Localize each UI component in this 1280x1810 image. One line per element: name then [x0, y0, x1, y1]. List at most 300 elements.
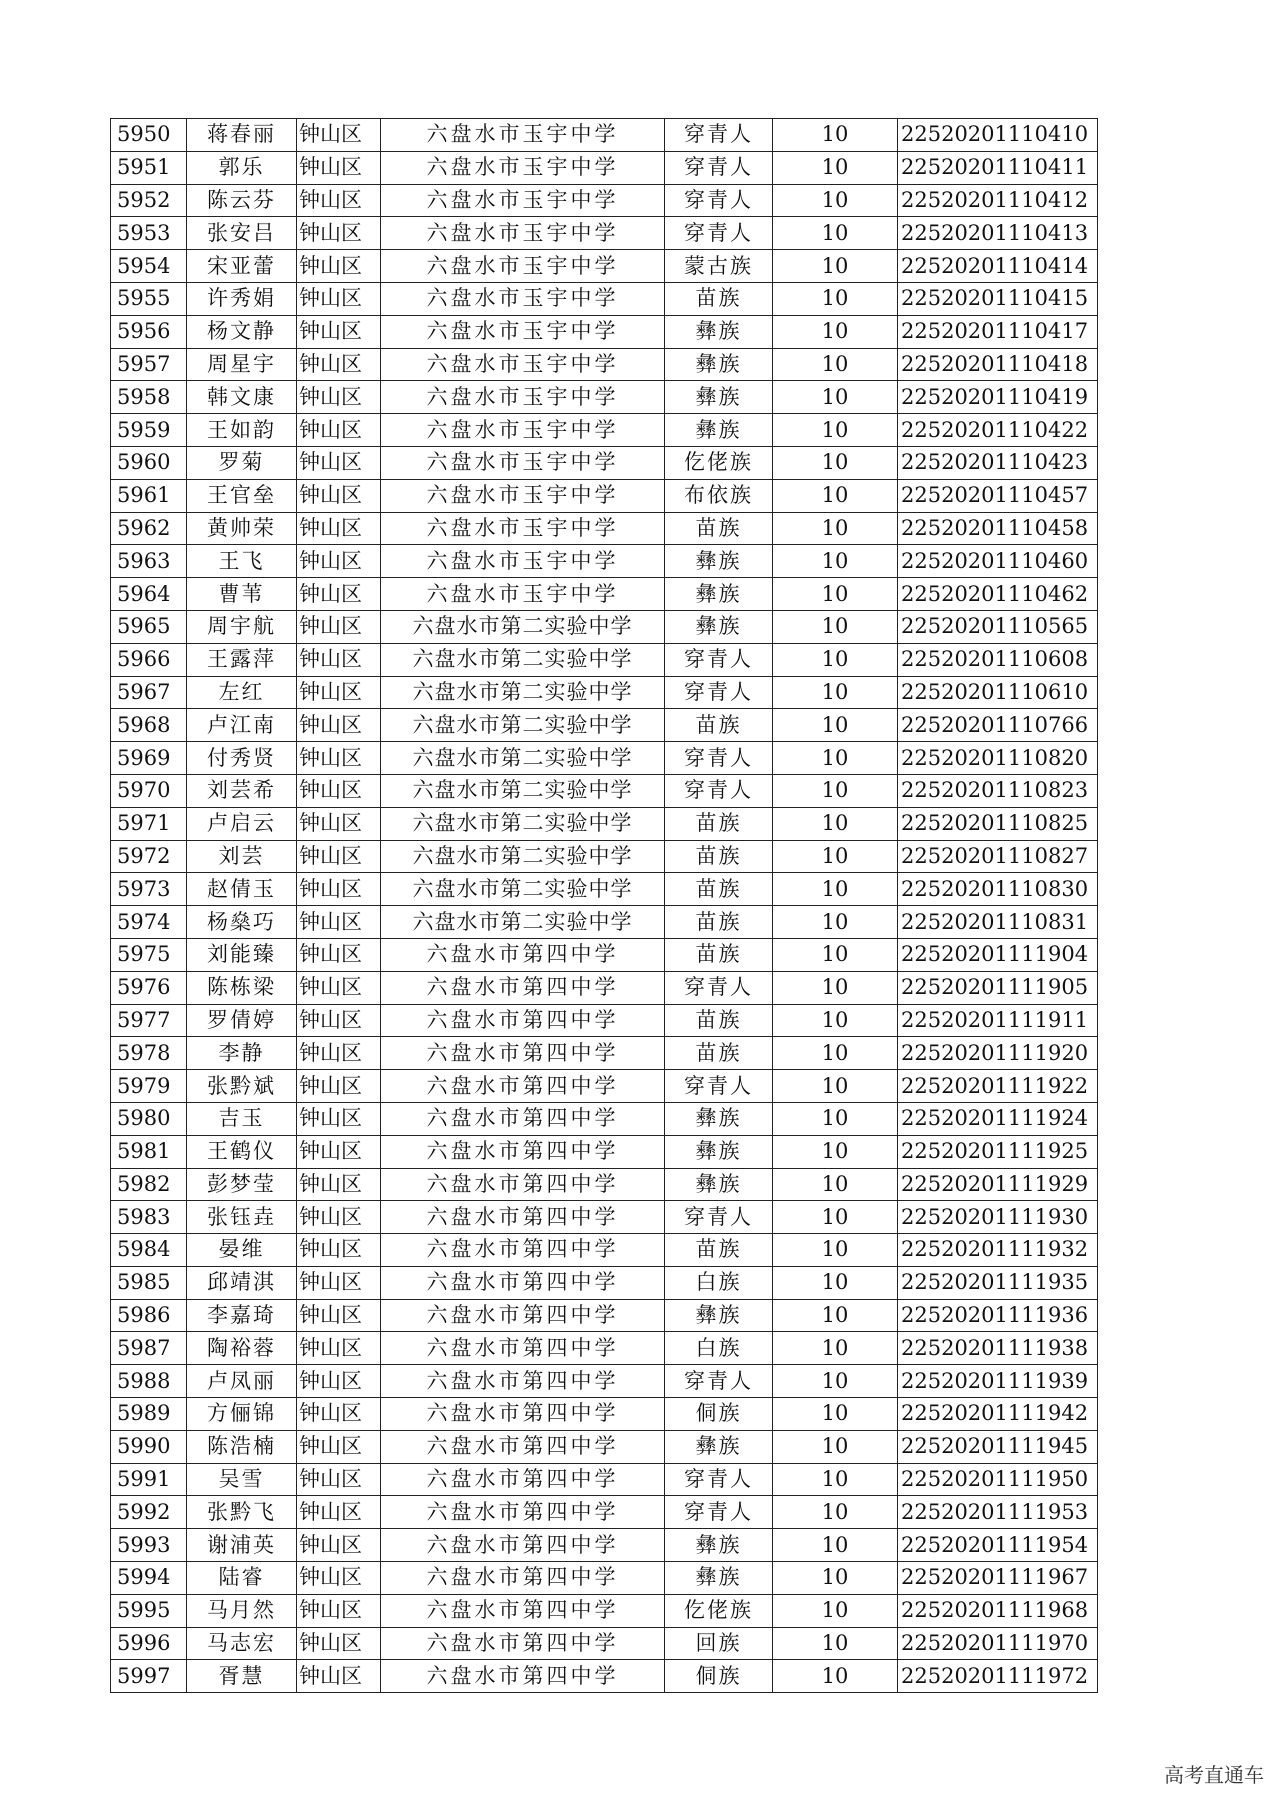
- student-name-cell: 李嘉琦: [187, 1299, 297, 1332]
- student-name-cell: 张安吕: [187, 217, 297, 250]
- school-cell: 六盘水市第二实验中学: [381, 906, 665, 939]
- student-name-cell: 黄帅荣: [187, 512, 297, 545]
- ethnicity-cell: 穿青人: [665, 119, 773, 152]
- district-cell: 钟山区: [297, 742, 381, 775]
- row-number-cell: 5997: [111, 1660, 187, 1693]
- table-row: [111, 578, 1098, 611]
- ethnicity-cell: 侗族: [665, 1660, 773, 1693]
- student-name-cell: 彭梦莹: [187, 1168, 297, 1201]
- bonus-points-cell: 10: [773, 479, 898, 512]
- exam-id-cell: 22520201111939: [898, 1365, 1098, 1398]
- exam-id-cell: 22520201110415: [898, 282, 1098, 315]
- bonus-points-cell: 10: [773, 1594, 898, 1627]
- student-name-cell: 刘芸: [187, 840, 297, 873]
- district-cell: 钟山区: [297, 873, 381, 906]
- ethnicity-cell: 穿青人: [665, 1463, 773, 1496]
- student-name-cell: 周星宇: [187, 348, 297, 381]
- district-cell: 钟山区: [297, 119, 381, 152]
- row-number-cell: 5960: [111, 446, 187, 479]
- student-name-cell: 张钰垚: [187, 1201, 297, 1234]
- exam-id-cell: 22520201111968: [898, 1594, 1098, 1627]
- school-cell: 六盘水市第四中学: [381, 1529, 665, 1562]
- district-cell: 钟山区: [297, 971, 381, 1004]
- ethnicity-cell: 彝族: [665, 1430, 773, 1463]
- district-cell: 钟山区: [297, 414, 381, 447]
- row-number-cell: 5987: [111, 1332, 187, 1365]
- table-row: [111, 1496, 1098, 1529]
- ethnicity-cell: 彝族: [665, 381, 773, 414]
- row-number-cell: 5989: [111, 1398, 187, 1431]
- school-cell: 六盘水市第四中学: [381, 1463, 665, 1496]
- row-number-cell: 5977: [111, 1004, 187, 1037]
- row-number-cell: 5951: [111, 151, 187, 184]
- table-row: [111, 1365, 1098, 1398]
- school-cell: 六盘水市第四中学: [381, 1135, 665, 1168]
- table-row: [111, 1004, 1098, 1037]
- ethnicity-cell: 彝族: [665, 1168, 773, 1201]
- ethnicity-cell: 苗族: [665, 807, 773, 840]
- student-name-cell: 卢启云: [187, 807, 297, 840]
- school-cell: 六盘水市第四中学: [381, 1365, 665, 1398]
- row-number-cell: 5969: [111, 742, 187, 775]
- student-name-cell: 吴雪: [187, 1463, 297, 1496]
- school-cell: 六盘水市第二实验中学: [381, 676, 665, 709]
- table-row: [111, 119, 1098, 152]
- bonus-points-cell: 10: [773, 578, 898, 611]
- district-cell: 钟山区: [297, 1430, 381, 1463]
- bonus-points-cell: 10: [773, 1430, 898, 1463]
- bonus-points-cell: 10: [773, 446, 898, 479]
- exam-id-cell: 22520201110417: [898, 315, 1098, 348]
- school-cell: 六盘水市玉宇中学: [381, 578, 665, 611]
- table-row: [111, 315, 1098, 348]
- exam-id-cell: 22520201110830: [898, 873, 1098, 906]
- school-cell: 六盘水市第四中学: [381, 1037, 665, 1070]
- bonus-points-cell: 10: [773, 1660, 898, 1693]
- ethnicity-cell: 彝族: [665, 610, 773, 643]
- school-cell: 六盘水市第二实验中学: [381, 742, 665, 775]
- student-name-cell: 晏维: [187, 1234, 297, 1267]
- bonus-points-cell: 10: [773, 512, 898, 545]
- school-cell: 六盘水市玉宇中学: [381, 151, 665, 184]
- student-name-cell: 王鹤仪: [187, 1135, 297, 1168]
- student-name-cell: 胥慧: [187, 1660, 297, 1693]
- ethnicity-cell: 彝族: [665, 414, 773, 447]
- table-row: [111, 709, 1098, 742]
- table-row: [111, 774, 1098, 807]
- exam-id-cell: 22520201110827: [898, 840, 1098, 873]
- student-name-cell: 陈浩楠: [187, 1430, 297, 1463]
- row-number-cell: 5982: [111, 1168, 187, 1201]
- bonus-points-cell: 10: [773, 1496, 898, 1529]
- exam-id-cell: 22520201111920: [898, 1037, 1098, 1070]
- table-row: [111, 1037, 1098, 1070]
- ethnicity-cell: 白族: [665, 1332, 773, 1365]
- student-name-cell: 杨燊巧: [187, 906, 297, 939]
- table-row: [111, 1430, 1098, 1463]
- bonus-points-cell: 10: [773, 1102, 898, 1135]
- row-number-cell: 5974: [111, 906, 187, 939]
- ethnicity-cell: 仡佬族: [665, 1594, 773, 1627]
- exam-id-cell: 22520201110820: [898, 742, 1098, 775]
- school-cell: 六盘水市第二实验中学: [381, 807, 665, 840]
- ethnicity-cell: 苗族: [665, 840, 773, 873]
- row-number-cell: 5972: [111, 840, 187, 873]
- school-cell: 六盘水市玉宇中学: [381, 315, 665, 348]
- district-cell: 钟山区: [297, 709, 381, 742]
- district-cell: 钟山区: [297, 1398, 381, 1431]
- exam-id-cell: 22520201111925: [898, 1135, 1098, 1168]
- ethnicity-cell: 穿青人: [665, 774, 773, 807]
- district-cell: 钟山区: [297, 1463, 381, 1496]
- bonus-points-cell: 10: [773, 1037, 898, 1070]
- ethnicity-cell: 布依族: [665, 479, 773, 512]
- exam-id-cell: 22520201111930: [898, 1201, 1098, 1234]
- school-cell: 六盘水市第四中学: [381, 938, 665, 971]
- table-row: [111, 512, 1098, 545]
- student-name-cell: 杨文静: [187, 315, 297, 348]
- table-row: [111, 1332, 1098, 1365]
- row-number-cell: 5979: [111, 1070, 187, 1103]
- bonus-points-cell: 10: [773, 545, 898, 578]
- school-cell: 六盘水市第四中学: [381, 1070, 665, 1103]
- district-cell: 钟山区: [297, 250, 381, 283]
- bonus-points-cell: 10: [773, 1201, 898, 1234]
- school-cell: 六盘水市第四中学: [381, 1234, 665, 1267]
- row-number-cell: 5970: [111, 774, 187, 807]
- exam-id-cell: 22520201111972: [898, 1660, 1098, 1693]
- exam-id-cell: 22520201110608: [898, 643, 1098, 676]
- bonus-points-cell: 10: [773, 840, 898, 873]
- row-number-cell: 5995: [111, 1594, 187, 1627]
- exam-id-cell: 22520201111970: [898, 1627, 1098, 1660]
- ethnicity-cell: 白族: [665, 1266, 773, 1299]
- exam-id-cell: 22520201110823: [898, 774, 1098, 807]
- ethnicity-cell: 彝族: [665, 578, 773, 611]
- table-row: [111, 1201, 1098, 1234]
- table-row: [111, 971, 1098, 1004]
- exam-id-cell: 22520201111953: [898, 1496, 1098, 1529]
- exam-id-cell: 22520201110610: [898, 676, 1098, 709]
- school-cell: 六盘水市第四中学: [381, 1201, 665, 1234]
- row-number-cell: 5986: [111, 1299, 187, 1332]
- table-row: [111, 1070, 1098, 1103]
- exam-id-cell: 22520201110457: [898, 479, 1098, 512]
- table-row: [111, 840, 1098, 873]
- bonus-points-cell: 10: [773, 151, 898, 184]
- row-number-cell: 5996: [111, 1627, 187, 1660]
- row-number-cell: 5964: [111, 578, 187, 611]
- bonus-points-cell: 10: [773, 1135, 898, 1168]
- exam-id-cell: 22520201110412: [898, 184, 1098, 217]
- watermark-text: 高考直通车: [1164, 1763, 1264, 1787]
- district-cell: 钟山区: [297, 774, 381, 807]
- exam-id-cell: 22520201110423: [898, 446, 1098, 479]
- table-row: [111, 217, 1098, 250]
- student-name-cell: 韩文康: [187, 381, 297, 414]
- district-cell: 钟山区: [297, 610, 381, 643]
- school-cell: 六盘水市玉宇中学: [381, 446, 665, 479]
- ethnicity-cell: 彝族: [665, 545, 773, 578]
- bonus-points-cell: 10: [773, 971, 898, 1004]
- ethnicity-cell: 穿青人: [665, 1201, 773, 1234]
- row-number-cell: 5976: [111, 971, 187, 1004]
- ethnicity-cell: 彝族: [665, 1529, 773, 1562]
- student-name-cell: 陆睿: [187, 1562, 297, 1595]
- table-row: [111, 1562, 1098, 1595]
- table-row: [111, 742, 1098, 775]
- bonus-points-cell: 10: [773, 348, 898, 381]
- student-name-cell: 谢浦英: [187, 1529, 297, 1562]
- table-row: [111, 414, 1098, 447]
- row-number-cell: 5968: [111, 709, 187, 742]
- row-number-cell: 5984: [111, 1234, 187, 1267]
- district-cell: 钟山区: [297, 545, 381, 578]
- row-number-cell: 5975: [111, 938, 187, 971]
- school-cell: 六盘水市玉宇中学: [381, 348, 665, 381]
- ethnicity-cell: 穿青人: [665, 643, 773, 676]
- exam-id-cell: 22520201110565: [898, 610, 1098, 643]
- table-row: [111, 873, 1098, 906]
- student-name-cell: 刘能臻: [187, 938, 297, 971]
- district-cell: 钟山区: [297, 1004, 381, 1037]
- row-number-cell: 5966: [111, 643, 187, 676]
- table-row: [111, 1102, 1098, 1135]
- school-cell: 六盘水市第二实验中学: [381, 774, 665, 807]
- ethnicity-cell: 彝族: [665, 1102, 773, 1135]
- table-row: [111, 610, 1098, 643]
- district-cell: 钟山区: [297, 512, 381, 545]
- ethnicity-cell: 穿青人: [665, 676, 773, 709]
- district-cell: 钟山区: [297, 643, 381, 676]
- row-number-cell: 5983: [111, 1201, 187, 1234]
- row-number-cell: 5990: [111, 1430, 187, 1463]
- student-name-cell: 曹苇: [187, 578, 297, 611]
- school-cell: 六盘水市第二实验中学: [381, 643, 665, 676]
- ethnicity-cell: 苗族: [665, 906, 773, 939]
- district-cell: 钟山区: [297, 1201, 381, 1234]
- ethnicity-cell: 苗族: [665, 512, 773, 545]
- row-number-cell: 5994: [111, 1562, 187, 1595]
- district-cell: 钟山区: [297, 1627, 381, 1660]
- school-cell: 六盘水市第四中学: [381, 1627, 665, 1660]
- bonus-points-cell: 10: [773, 1234, 898, 1267]
- school-cell: 六盘水市第四中学: [381, 971, 665, 1004]
- bonus-points-cell: 10: [773, 250, 898, 283]
- table-row: [111, 1627, 1098, 1660]
- row-number-cell: 5950: [111, 119, 187, 152]
- school-cell: 六盘水市第四中学: [381, 1660, 665, 1693]
- student-name-cell: 左红: [187, 676, 297, 709]
- row-number-cell: 5957: [111, 348, 187, 381]
- student-name-cell: 王如韵: [187, 414, 297, 447]
- district-cell: 钟山区: [297, 906, 381, 939]
- district-cell: 钟山区: [297, 1594, 381, 1627]
- exam-id-cell: 22520201111922: [898, 1070, 1098, 1103]
- bonus-points-cell: 10: [773, 1365, 898, 1398]
- student-name-cell: 吉玉: [187, 1102, 297, 1135]
- bonus-points-cell: 10: [773, 381, 898, 414]
- row-number-cell: 5959: [111, 414, 187, 447]
- bonus-points-cell: 10: [773, 906, 898, 939]
- student-name-cell: 张黔飞: [187, 1496, 297, 1529]
- district-cell: 钟山区: [297, 1037, 381, 1070]
- row-number-cell: 5985: [111, 1266, 187, 1299]
- bonus-points-cell: 10: [773, 1529, 898, 1562]
- ethnicity-cell: 彝族: [665, 1299, 773, 1332]
- row-number-cell: 5988: [111, 1365, 187, 1398]
- bonus-points-cell: 10: [773, 1398, 898, 1431]
- school-cell: 六盘水市第四中学: [381, 1562, 665, 1595]
- row-number-cell: 5981: [111, 1135, 187, 1168]
- district-cell: 钟山区: [297, 282, 381, 315]
- school-cell: 六盘水市玉宇中学: [381, 512, 665, 545]
- student-name-cell: 陶裕蓉: [187, 1332, 297, 1365]
- student-name-cell: 郭乐: [187, 151, 297, 184]
- district-cell: 钟山区: [297, 1102, 381, 1135]
- row-number-cell: 5980: [111, 1102, 187, 1135]
- school-cell: 六盘水市玉宇中学: [381, 414, 665, 447]
- school-cell: 六盘水市第四中学: [381, 1594, 665, 1627]
- exam-id-cell: 22520201110411: [898, 151, 1098, 184]
- student-name-cell: 赵倩玉: [187, 873, 297, 906]
- school-cell: 六盘水市第四中学: [381, 1004, 665, 1037]
- table-row: [111, 348, 1098, 381]
- row-number-cell: 5978: [111, 1037, 187, 1070]
- ethnicity-cell: 蒙古族: [665, 250, 773, 283]
- exam-id-cell: 22520201110458: [898, 512, 1098, 545]
- student-name-cell: 蒋春丽: [187, 119, 297, 152]
- exam-id-cell: 22520201111938: [898, 1332, 1098, 1365]
- ethnicity-cell: 穿青人: [665, 971, 773, 1004]
- ethnicity-cell: 穿青人: [665, 1365, 773, 1398]
- exam-id-cell: 22520201111954: [898, 1529, 1098, 1562]
- row-number-cell: 5962: [111, 512, 187, 545]
- row-number-cell: 5958: [111, 381, 187, 414]
- exam-id-cell: 22520201110460: [898, 545, 1098, 578]
- bonus-points-cell: 10: [773, 217, 898, 250]
- bonus-points-cell: 10: [773, 709, 898, 742]
- table-row: [111, 1168, 1098, 1201]
- district-cell: 钟山区: [297, 381, 381, 414]
- table-row: [111, 282, 1098, 315]
- school-cell: 六盘水市玉宇中学: [381, 217, 665, 250]
- ethnicity-cell: 彝族: [665, 348, 773, 381]
- ethnicity-cell: 仡佬族: [665, 446, 773, 479]
- school-cell: 六盘水市玉宇中学: [381, 250, 665, 283]
- table-row: [111, 676, 1098, 709]
- exam-id-cell: 22520201110414: [898, 250, 1098, 283]
- district-cell: 钟山区: [297, 348, 381, 381]
- district-cell: 钟山区: [297, 1365, 381, 1398]
- ethnicity-cell: 苗族: [665, 938, 773, 971]
- bonus-points-cell: 10: [773, 676, 898, 709]
- row-number-cell: 5993: [111, 1529, 187, 1562]
- school-cell: 六盘水市第四中学: [381, 1496, 665, 1529]
- student-name-cell: 刘芸希: [187, 774, 297, 807]
- student-name-cell: 王官垒: [187, 479, 297, 512]
- ethnicity-cell: 穿青人: [665, 742, 773, 775]
- student-name-cell: 许秀娟: [187, 282, 297, 315]
- ethnicity-cell: 穿青人: [665, 217, 773, 250]
- exam-id-cell: 22520201111932: [898, 1234, 1098, 1267]
- bonus-points-cell: 10: [773, 119, 898, 152]
- table-row: [111, 545, 1098, 578]
- student-name-cell: 李静: [187, 1037, 297, 1070]
- bonus-points-cell: 10: [773, 1332, 898, 1365]
- table-row: [111, 446, 1098, 479]
- row-number-cell: 5965: [111, 610, 187, 643]
- school-cell: 六盘水市玉宇中学: [381, 282, 665, 315]
- bonus-points-cell: 10: [773, 1266, 898, 1299]
- table-row: [111, 1660, 1098, 1693]
- exam-id-cell: 22520201111905: [898, 971, 1098, 1004]
- roster-body: [111, 119, 1098, 1693]
- district-cell: 钟山区: [297, 1299, 381, 1332]
- school-cell: 六盘水市第二实验中学: [381, 610, 665, 643]
- student-name-cell: 罗倩婷: [187, 1004, 297, 1037]
- bonus-points-cell: 10: [773, 610, 898, 643]
- district-cell: 钟山区: [297, 479, 381, 512]
- district-cell: 钟山区: [297, 184, 381, 217]
- student-name-cell: 罗菊: [187, 446, 297, 479]
- school-cell: 六盘水市玉宇中学: [381, 184, 665, 217]
- row-number-cell: 5953: [111, 217, 187, 250]
- exam-id-cell: 22520201110825: [898, 807, 1098, 840]
- district-cell: 钟山区: [297, 217, 381, 250]
- bonus-points-cell: 10: [773, 184, 898, 217]
- school-cell: 六盘水市第二实验中学: [381, 873, 665, 906]
- district-cell: 钟山区: [297, 446, 381, 479]
- table-row: [111, 1594, 1098, 1627]
- row-number-cell: 5971: [111, 807, 187, 840]
- exam-id-cell: 22520201111936: [898, 1299, 1098, 1332]
- bonus-points-cell: 10: [773, 774, 898, 807]
- exam-id-cell: 22520201111950: [898, 1463, 1098, 1496]
- district-cell: 钟山区: [297, 807, 381, 840]
- student-name-cell: 马月然: [187, 1594, 297, 1627]
- district-cell: 钟山区: [297, 1135, 381, 1168]
- district-cell: 钟山区: [297, 1660, 381, 1693]
- exam-id-cell: 22520201110422: [898, 414, 1098, 447]
- exam-id-cell: 22520201111935: [898, 1266, 1098, 1299]
- ethnicity-cell: 彝族: [665, 1562, 773, 1595]
- exam-id-cell: 22520201110766: [898, 709, 1098, 742]
- exam-id-cell: 22520201111945: [898, 1430, 1098, 1463]
- row-number-cell: 5952: [111, 184, 187, 217]
- bonus-points-cell: 10: [773, 938, 898, 971]
- district-cell: 钟山区: [297, 1496, 381, 1529]
- ethnicity-cell: 回族: [665, 1627, 773, 1660]
- exam-id-cell: 22520201111911: [898, 1004, 1098, 1037]
- table-row: [111, 184, 1098, 217]
- school-cell: 六盘水市第二实验中学: [381, 709, 665, 742]
- student-name-cell: 宋亚蕾: [187, 250, 297, 283]
- student-name-cell: 周宇航: [187, 610, 297, 643]
- bonus-points-cell: 10: [773, 1168, 898, 1201]
- student-name-cell: 邱靖淇: [187, 1266, 297, 1299]
- ethnicity-cell: 穿青人: [665, 151, 773, 184]
- bonus-points-cell: 10: [773, 807, 898, 840]
- district-cell: 钟山区: [297, 1332, 381, 1365]
- table-row: [111, 250, 1098, 283]
- table-row: [111, 381, 1098, 414]
- student-name-cell: 付秀贤: [187, 742, 297, 775]
- district-cell: 钟山区: [297, 938, 381, 971]
- student-name-cell: 方俪锦: [187, 1398, 297, 1431]
- student-name-cell: 陈栋梁: [187, 971, 297, 1004]
- district-cell: 钟山区: [297, 1266, 381, 1299]
